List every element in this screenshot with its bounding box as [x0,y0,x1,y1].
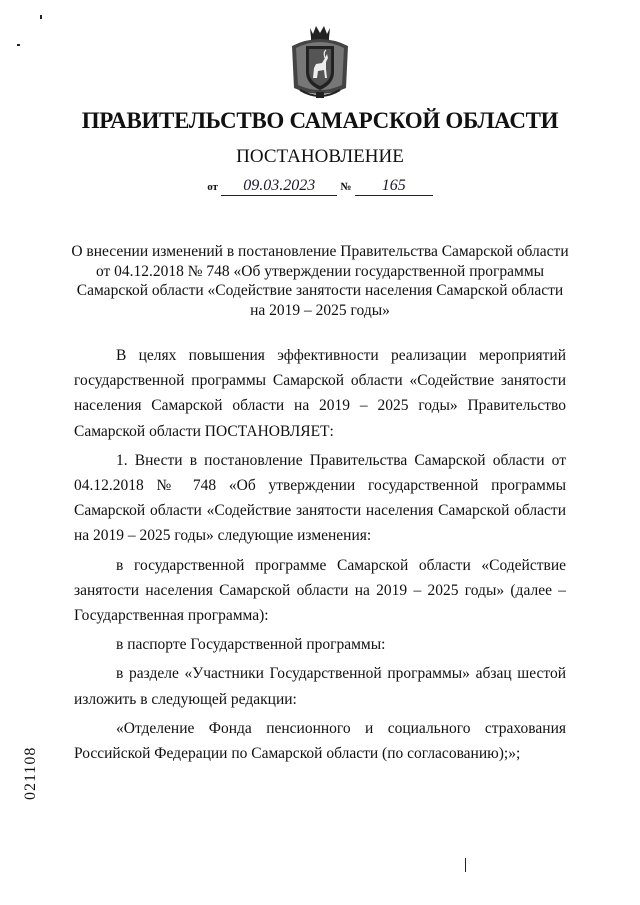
scan-speck [17,44,20,46]
date-number-line [0,177,640,196]
date-prefix: от [207,181,218,193]
paragraph: в государственной программе Самарской области «Содействие занятости населения Самарской области на 2019 – 2025 годы» (далее – Государственная программа): [74,556,566,625]
side-registration-code: 021108 [22,746,39,800]
document-type: ПОСТАНОВЛЕНИЕ [236,146,404,167]
subject-line: на 2019 – 2025 годы» [250,301,390,319]
handwritten-date: 09.03.2023 [221,177,337,196]
paragraph-item-1: 1. Внести в постановление Правительства Самарской области от 04.12.2018 № 748 «Об утверждении государственной программы Самарской области «Содействие занятости населения Самарской области на 2019 – 2025 годы» следующие изменения: [74,451,566,545]
paragraph-preamble: В целях повышения эффективности реализации мероприятий государственной программы Самарской области «Содействие занятости населения Самарской области на 2019 – 2025 годы» Правительство Самарской области ПОСТАНОВЛЯЕТ: [74,347,566,440]
government-title: ПРАВИТЕЛЬСТВО САМАРСКОЙ ОБЛАСТИ [81,108,559,133]
paragraph-quote: «Отделение Фонда пенсионного и социального страхования Российской Федерации по Самарской области (по согласованию);»; [74,719,566,763]
scan-speck [40,15,42,19]
subject-line: Самарской области «Содействие занятости населения Самарской области [76,282,564,299]
scan-speck [465,858,466,872]
subject-line: О внесении изменений в постановление Правительства Самарской области [71,243,569,260]
paragraph: в разделе «Участники Государственной программы» абзац шестой изложить в следующей редакции: [74,665,566,708]
number-prefix: № [340,181,352,193]
document-body [74,343,566,770]
document-subject [70,242,570,320]
subject-line: от 04.12.2018 № 748 «Об утверждении государственной программы [95,262,545,280]
handwritten-number: 165 [355,177,433,196]
paragraph: в паспорте Государственной программы: [116,636,386,654]
samara-coat-of-arms-icon [286,22,354,100]
